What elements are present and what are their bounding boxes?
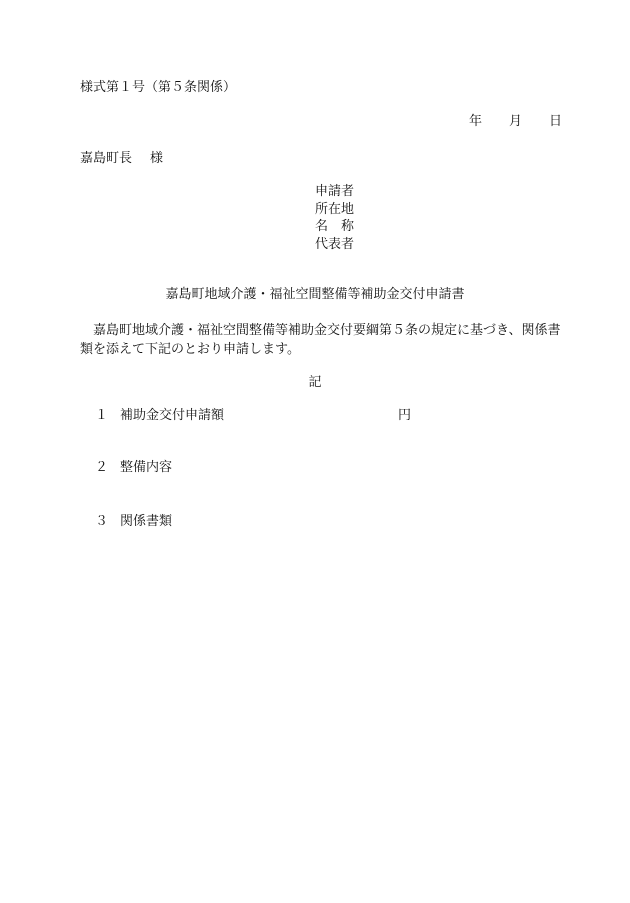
date-year-label: 年 (469, 114, 483, 129)
list-item-label: 関係書類 (120, 514, 173, 529)
addressee-honorific: 様 (150, 151, 164, 166)
applicant-representative-label: 代表者 (315, 236, 355, 252)
list-item-label: 補助金交付申請額 (120, 408, 225, 423)
form-number: 様式第１号（第５条関係） (80, 80, 237, 95)
date-month-label: 月 (509, 114, 523, 129)
addressee (80, 151, 163, 167)
date-day-label: 日 (549, 114, 563, 129)
list-item-label: 整備内容 (120, 460, 173, 475)
applicant-name-label (315, 218, 354, 236)
applicant-name-label-part-a: 名 (315, 219, 329, 234)
applicant-name-label-part-b: 称 (341, 219, 355, 234)
list-item-related-documents (95, 514, 172, 530)
subsidy-amount-unit: 円 (398, 408, 412, 423)
applicant-role-label: 申請者 (315, 184, 355, 199)
list-item-number: ２ (95, 460, 109, 475)
list-item-number: １ (95, 408, 109, 423)
list-item-subsidy-amount (95, 408, 224, 424)
list-item-number: ３ (95, 514, 109, 529)
applicant-address-label: 所在地 (315, 201, 355, 217)
date-line (469, 114, 562, 130)
addressee-name: 嘉島町長 (80, 151, 133, 166)
document-title: 嘉島町地域介護・福祉空間整備等補助金交付申請書 (165, 287, 465, 302)
list-item-maintenance-content (95, 460, 172, 476)
applicant-block (315, 183, 354, 253)
body-paragraph: 嘉島町地域介護・福祉空間整備等補助金交付要綱第５条の規定に基づき、関係書類を添えて下記のとおり申請します。 (80, 323, 561, 357)
ki-heading: 記 (308, 375, 322, 390)
